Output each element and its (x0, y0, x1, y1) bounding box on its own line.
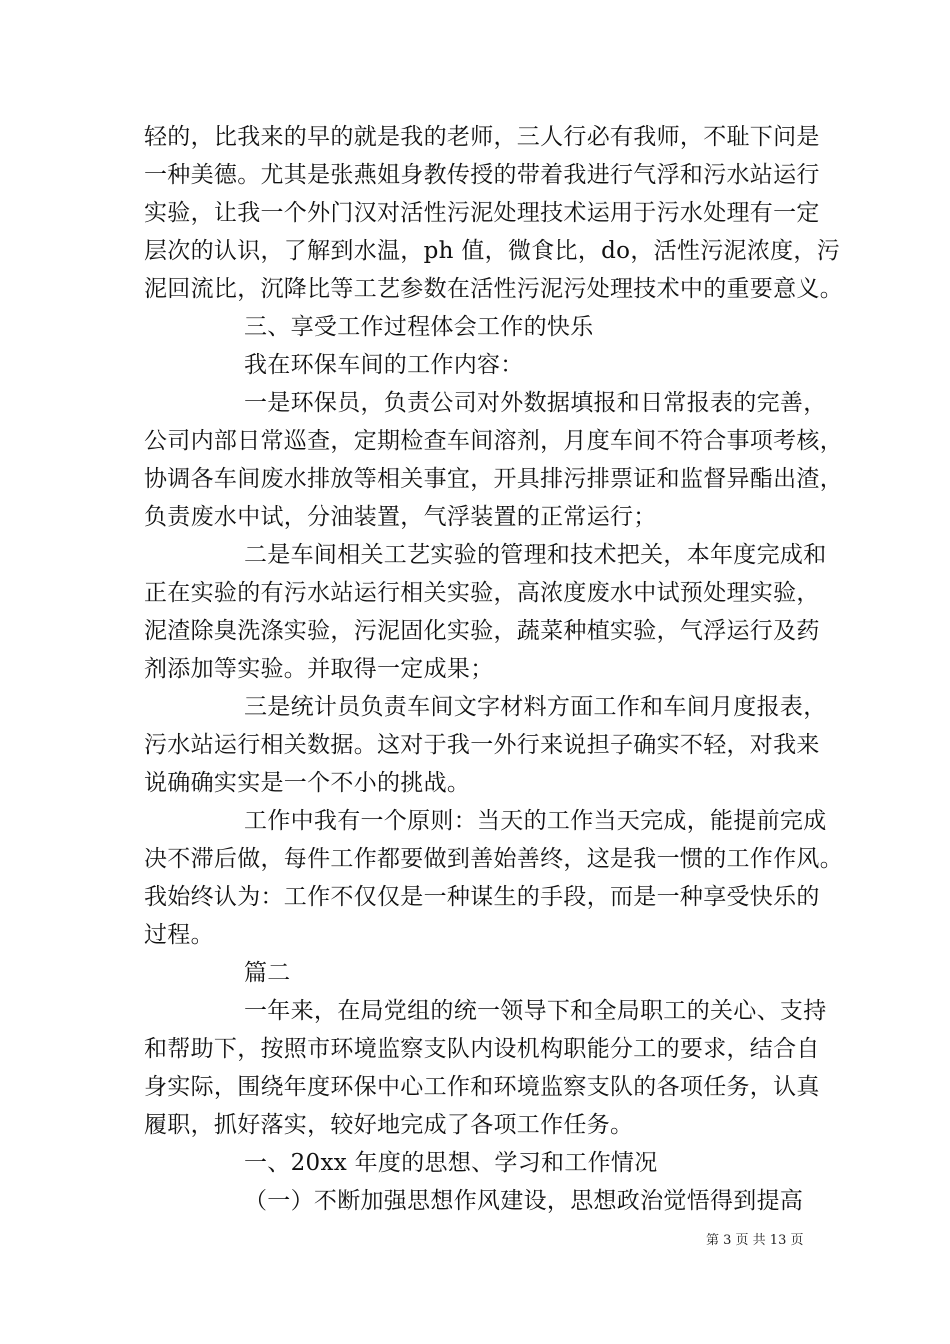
text-line: 一是环保员，负责公司对外数据填报和日常报表的完善， (244, 390, 827, 416)
text-line: 实验，让我一个外门汉对活性污泥处理技术运用于污水处理有一定 (144, 200, 820, 226)
text-line: 轻的，比我来的早的就是我的老师，三人行必有我师，不耻下问是 (144, 124, 820, 150)
text-line: 泥渣除臭洗涤实验，污泥固化实验，蔬菜种植实验，气浮运行及药 (144, 618, 820, 644)
text-line: 我在环保车间的工作内容： (244, 352, 524, 378)
section-heading: 一、20xx 年度的思想、学习和工作情况 (244, 1150, 658, 1176)
text-line: 泥回流比，沉降比等工艺参数在活性污泥污处理技术中的重要意义。 (144, 276, 843, 302)
text-line: 过程。 (144, 922, 214, 948)
section-heading: 三、享受工作过程体会工作的快乐 (244, 314, 594, 340)
text-line: 工作中我有一个原则：当天的工作当天完成，能提前完成 (244, 808, 827, 834)
text-line: 协调各车间废水排放等相关事宜，开具排污排票证和监督异酯出渣， (144, 466, 843, 492)
text-line: 和帮助下，按照市环境监察支队内设机构职能分工的要求，结合自 (144, 1036, 820, 1062)
text-line: 污水站运行相关数据。这对于我一外行来说担子确实不轻，对我来 (144, 732, 820, 758)
text-line: 一种美德。尤其是张燕姐身教传授的带着我进行气浮和污水站运行 (144, 162, 820, 188)
text-line: 说确确实实是一个不小的挑战。 (144, 770, 471, 796)
text-line: 公司内部日常巡查，定期检查车间溶剂，月度车间不符合事项考核， (144, 428, 843, 454)
text-line: 一年来，在局党组的统一领导下和全局职工的关心、支持 (244, 998, 827, 1024)
text-line: 正在实验的有污水站运行相关实验，高浓度废水中试预处理实验， (144, 580, 820, 606)
text-line: 身实际，围绕年度环保中心工作和环境监察支队的各项任务，认真 (144, 1074, 820, 1100)
text-line: 决不滞后做，每件工作都要做到善始善终，这是我一惯的工作作风。 (144, 846, 843, 872)
section-heading: 篇二 (244, 960, 291, 986)
text-line: 三是统计员负责车间文字材料方面工作和车间月度报表， (244, 694, 827, 720)
text-line: 二是车间相关工艺实验的管理和技术把关，本年度完成和 (244, 542, 827, 568)
page-number-footer: 第 3 页 共 13 页 (706, 1233, 804, 1248)
subsection-heading: （一）不断加强思想作风建设，思想政治觉悟得到提高 (244, 1188, 804, 1214)
text-line: 层次的认识，了解到水温，ph 值，微食比，do，活性污泥浓度，污 (144, 238, 841, 264)
text-line: 我始终认为：工作不仅仅是一种谋生的手段，而是一种享受快乐的 (144, 884, 820, 910)
text-line: 负责废水中试，分油装置，气浮装置的正常运行； (144, 504, 657, 530)
text-line: 剂添加等实验。并取得一定成果； (144, 656, 494, 682)
text-line: 履职，抓好落实，较好地完成了各项工作任务。 (144, 1112, 634, 1138)
